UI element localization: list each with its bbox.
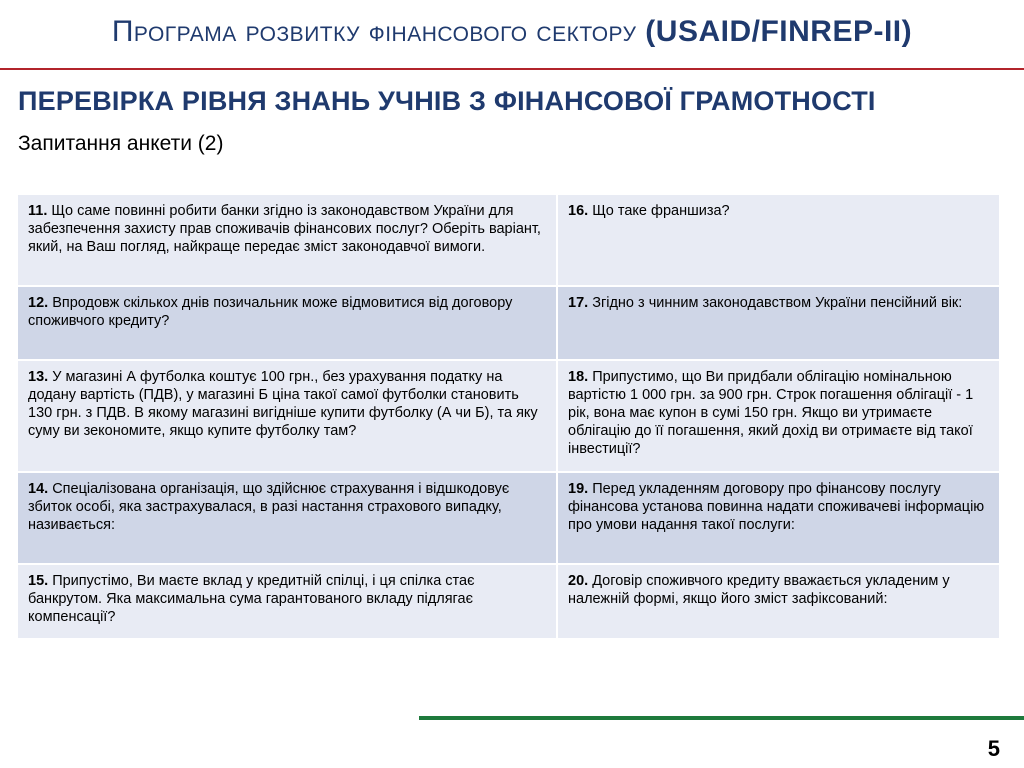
question-cell — [17, 194, 557, 286]
question-text: Згідно з чинним законодавством України пенсійний вік: — [588, 295, 963, 311]
bottom-divider — [419, 716, 1024, 720]
table-row — [17, 564, 1000, 639]
table-row — [17, 286, 1000, 360]
top-divider — [0, 68, 1024, 70]
question-number: 12. — [28, 295, 49, 311]
question-number: 17. — [568, 295, 589, 311]
question-number: 14. — [28, 481, 49, 497]
questions-table — [16, 193, 1001, 640]
question-number: 11. — [28, 203, 48, 219]
program-abbreviation: (USAID/FINREP-II) — [645, 15, 913, 48]
question-cell — [557, 564, 1000, 639]
question-cell — [557, 194, 1000, 286]
question-number: 18. — [568, 369, 589, 385]
question-cell — [17, 286, 557, 360]
table-row — [17, 194, 1000, 286]
question-number: 20. — [568, 573, 589, 589]
question-text: Припустимо, що Ви придбали облігацію номінальною вартістю 1 000 грн. за 900 грн. Строк погашення облігації - 1 рік, вона має купон в сумі 150 грн. Якщо ви утримаєте облігацію до її погашення, який дохід ви отримаєте від такої інвестиції? — [568, 369, 974, 457]
program-title — [0, 15, 1024, 49]
question-text: Спеціалізована організація, що здійснює страхування і відшкодовує збиток особі, яка застрахувалася, в разі настання страхового випадку, називається: — [28, 481, 510, 533]
question-text: Припустімо, Ви маєте вклад у кредитній спілці, і ця спілка стає банкрутом. Яка максимальна сума гарантованого вкладу підлягає компенсації? — [28, 573, 475, 625]
table-row — [17, 360, 1000, 472]
question-text: Що таке франшиза? — [588, 203, 730, 219]
table-row — [17, 472, 1000, 564]
slide-title: ПЕРЕВІРКА РІВНЯ ЗНАНЬ УЧНІВ З ФІНАНСОВОЇ ГРАМОТНОСТІ — [18, 86, 876, 116]
question-text: Впродовж скількох днів позичальник може відмовитися від договору споживчого кредиту? — [28, 295, 513, 329]
page-number: 5 — [987, 736, 1000, 761]
program-title-text: Програма розвитку фінансового сектору — [111, 15, 637, 48]
question-cell — [557, 286, 1000, 360]
question-cell — [557, 472, 1000, 564]
question-text: Що саме повинні робити банки згідно із законодавством України для забезпечення захисту прав споживачів фінансових послуг? Оберіть варіант, який, на Ваш погляд, найкраще передає зміст законодавчої вимоги. — [28, 203, 541, 255]
question-number: 15. — [28, 573, 49, 589]
question-text: Договір споживчого кредиту вважається укладеним у належній формі, якщо його зміст зафіксований: — [568, 573, 950, 607]
slide-subtitle: Запитання анкети (2) — [18, 132, 224, 155]
question-cell — [557, 360, 1000, 472]
question-number: 16. — [568, 203, 589, 219]
question-number: 13. — [28, 369, 49, 385]
question-number: 19. — [568, 481, 589, 497]
question-cell — [17, 564, 557, 639]
question-cell — [17, 472, 557, 564]
question-text: Перед укладенням договору про фінансову послугу фінансова установа повинна надати споживачеві інформацію про умови надання такої послуги: — [568, 481, 985, 533]
question-cell — [17, 360, 557, 472]
question-text: У магазині А футболка коштує 100 грн., без урахування податку на додану вартість (ПДВ), у магазині Б ціна такої самої футболки становить 130 грн. з ПДВ. В якому магазині вигідніше купити футболку (А чи Б), та яку суму ви зекономите, якщо купите футболку там? — [28, 369, 538, 439]
